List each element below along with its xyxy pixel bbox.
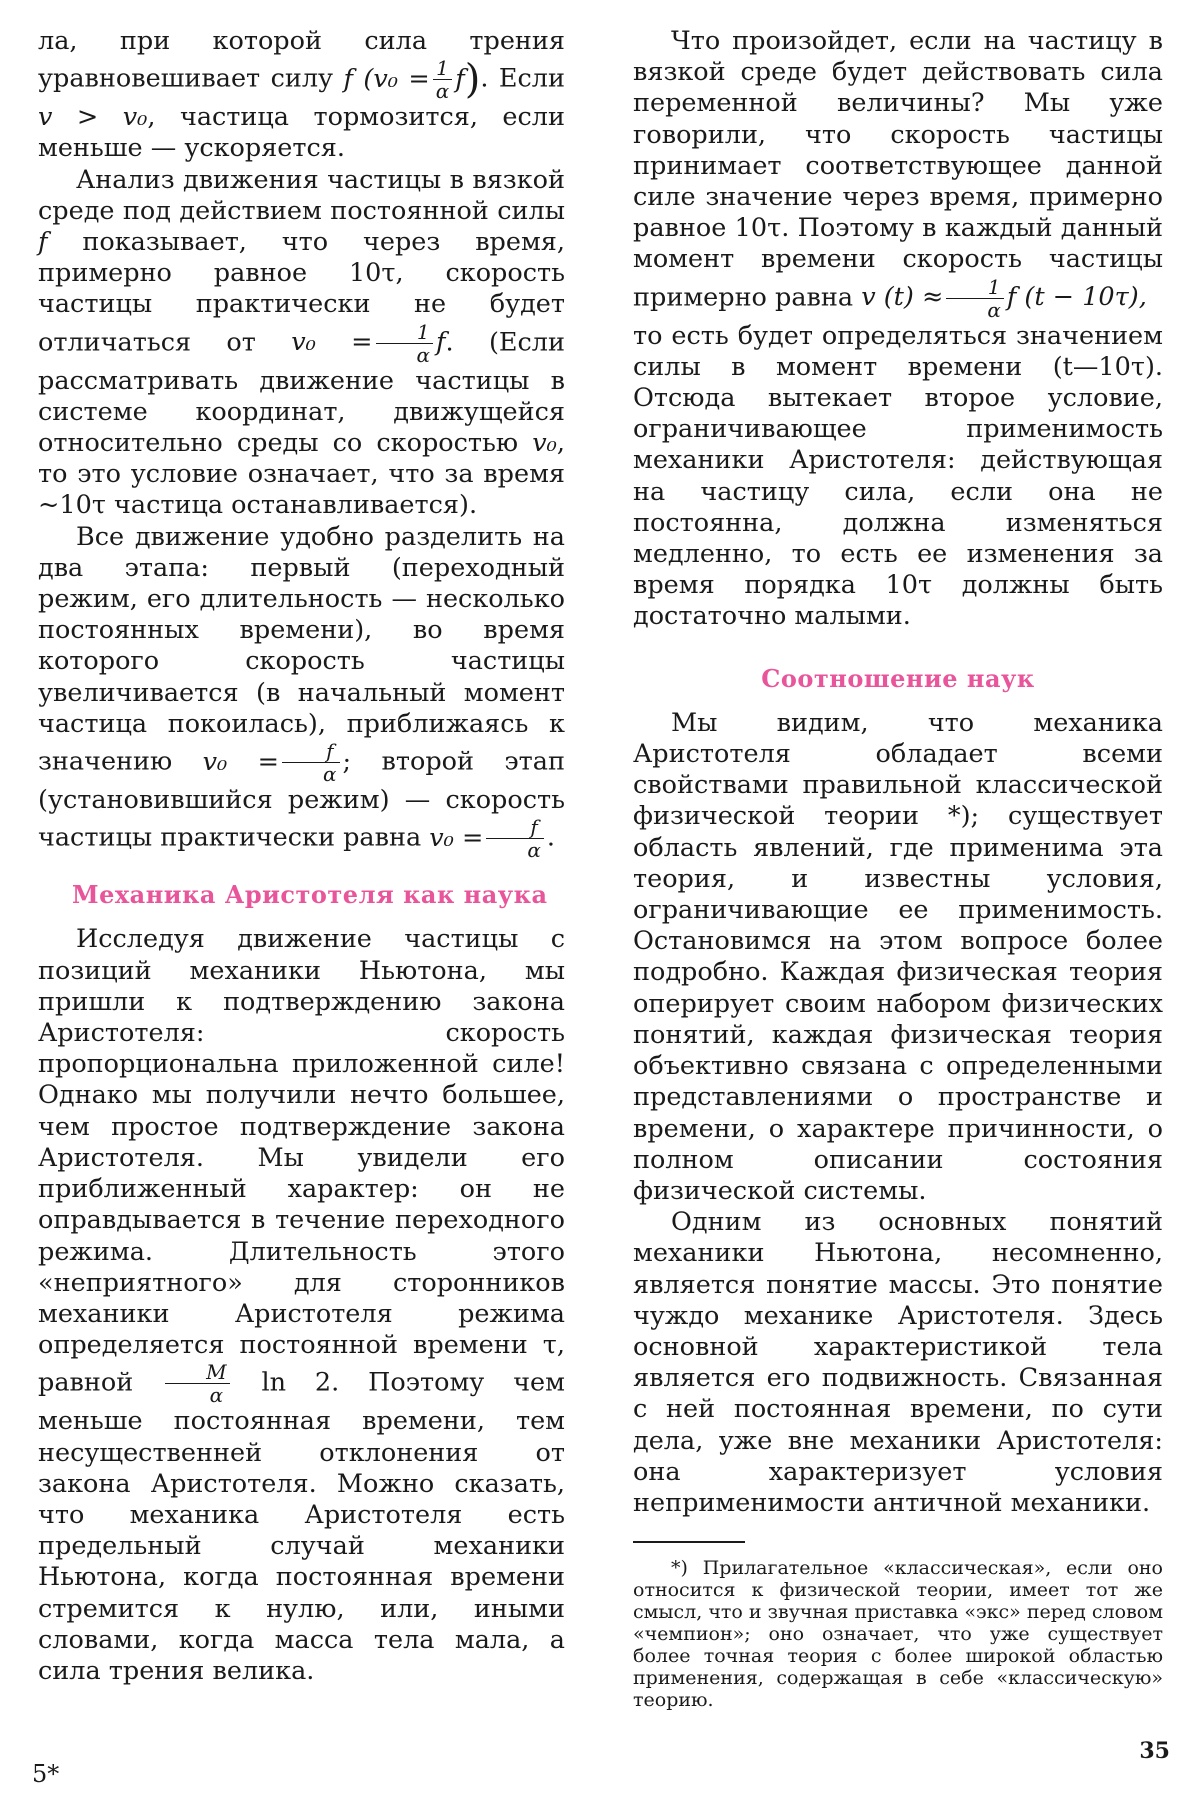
formula: v₀ = $\frac{1}{\alpha}$ f xyxy=(291,319,446,367)
footnote-divider xyxy=(633,1541,745,1543)
fraction: $\frac{M}{\alpha}$ xyxy=(165,1361,229,1406)
formula: v (t) ≈ $\frac{1}{\alpha}$ f (t − 10τ), xyxy=(861,274,1147,322)
footnote: *) Прилагательное «классическая», если оно относится к физической теории, имеет тот же смысл, что и звучная приставка «экс» перед словом «чемпион»; оно означает, что уже существует более точная теория с более широкой областью применения, содержащая в себе «классическую» теорию. xyxy=(633,1557,1163,1712)
paragraph: Исследуя движение частицы с позиций механики Ньютона, мы пришли к подтверждению закона Аристотеля: скорость пропорциональна приложенной силе! Однако мы получили нечто большее, чем простое подтверждение закона Аристотеля. Мы увидели его приближенный характер: он не оправдывается в течение переходного режима. Длительность этого «неприятного» для сторонников механики Аристотеля режима определяется постоянной времени τ, равной $\frac{M}{\alpha}$ ln 2. Поэтому чем меньше постоянная времени, тем несущественней отклонения от закона Аристотеля. Можно сказать, что механика Аристотеля есть предельный случай механики Ньютона, когда постоянная времени стремится к нулю, или, иными словами, когда масса тела мала, а сила трения велика. xyxy=(38,924,565,1686)
formula: v₀ = $\frac{f}{\alpha}$ xyxy=(203,747,343,777)
paragraph: Все движение удобно разделить на два этапа: первый (переходный режим, его длительность — несколько постоянных времени), во время которого скорость частицы увеличивается (в начальный момент частица покоилась), приближаясь к значению v₀ = $\frac{f}{\alpha}$ ; второй этап (установившийся режим) — скорость частицы практически равна v₀ = $\frac{f}{\alpha}$ . xyxy=(38,521,565,863)
section-heading: Соотношение наук xyxy=(761,663,1035,693)
page-number: 35 xyxy=(1139,1738,1170,1764)
paragraph: Анализ движения частицы в вязкой среде под действием постоянной силы f показывает, что через время, примерно равное 10τ, скорость частицы практически не будет отличаться от v₀ = $\frac{1}{\alpha}$ f. (Если рассматривать движение частицы в системе координат, движущейся относительно среды со скоростью v₀, то это условие означает, что за время ~10τ частица останавливается). xyxy=(38,164,565,521)
paragraph: ла, при которой сила трения уравновешивает силу f (v₀ = $\frac{1}{\alpha}$ f). Если v > v₀, частица тормозится, если меньше — ускоряется. xyxy=(38,26,565,164)
fraction: $\frac{1}{\alpha}$ xyxy=(433,57,453,102)
signature-mark: 5* xyxy=(32,1760,60,1788)
formula xyxy=(162,1360,232,1408)
paragraph: то есть будет определяться значением силы в момент времени (t—10τ). Отсюда вытекает второе условие, ограничивающее применимость механики Аристотеля: действующая на частицу сила, если она не постоянна, должна изменяться медленно, то есть ее изменения за время порядка 10τ должны быть достаточно малыми. xyxy=(633,320,1163,632)
fraction: $\frac{1}{\alpha}$ xyxy=(946,276,1004,321)
paragraph: Одним из основных понятий механики Ньютона, несомненно, является понятие массы. Это понятие чуждо механике Аристотеля. Здесь основной характеристикой тела является его подвижность. Связанная с ней постоянная времени, по сути дела, уже вне механики Аристотеля: она характеризует условия неприменимости античной механики. xyxy=(633,1207,1163,1518)
paragraph: Мы видим, что механика Аристотеля обладает всеми свойствами правильной классической физической теории *); существует область явлений, где применима эта теория, и известны условия, ограничивающие ее применимость. Остановимся на этом вопросе более подробно. Каждая физическая теория оперирует своим набором физических понятий, каждая физическая теория объективно связана с определенными представлениями о пространстве и времени, о характере причинности, о полном описании состояния физической системы. xyxy=(633,707,1163,1206)
left-column xyxy=(38,26,565,1687)
formula: f (v₀ = $\frac{1}{\alpha}$ f) xyxy=(343,56,481,104)
paragraph: Что произойдет, если на частицу в вязкой среде будет действовать сила переменной величины? Мы уже говорили, что скорость частицы принимает соответствующее данной силе значение через время, примерно равное 10τ. Поэтому в каждый данный момент времени скорость частицы примерно равна v (t) ≈ $\frac{1}{\alpha}$ f (t − 10τ), xyxy=(633,26,1163,322)
formula: v > v₀ xyxy=(38,102,148,133)
fraction: $\frac{f}{\alpha}$ xyxy=(282,740,340,785)
formula: v₀ = $\frac{f}{\alpha}$ xyxy=(429,823,547,853)
right-column xyxy=(633,26,1163,1711)
fraction: $\frac{1}{\alpha}$ xyxy=(376,321,434,366)
fraction: $\frac{f}{\alpha}$ xyxy=(486,816,544,861)
section-heading: Механика Аристотеля как наука xyxy=(72,880,548,910)
